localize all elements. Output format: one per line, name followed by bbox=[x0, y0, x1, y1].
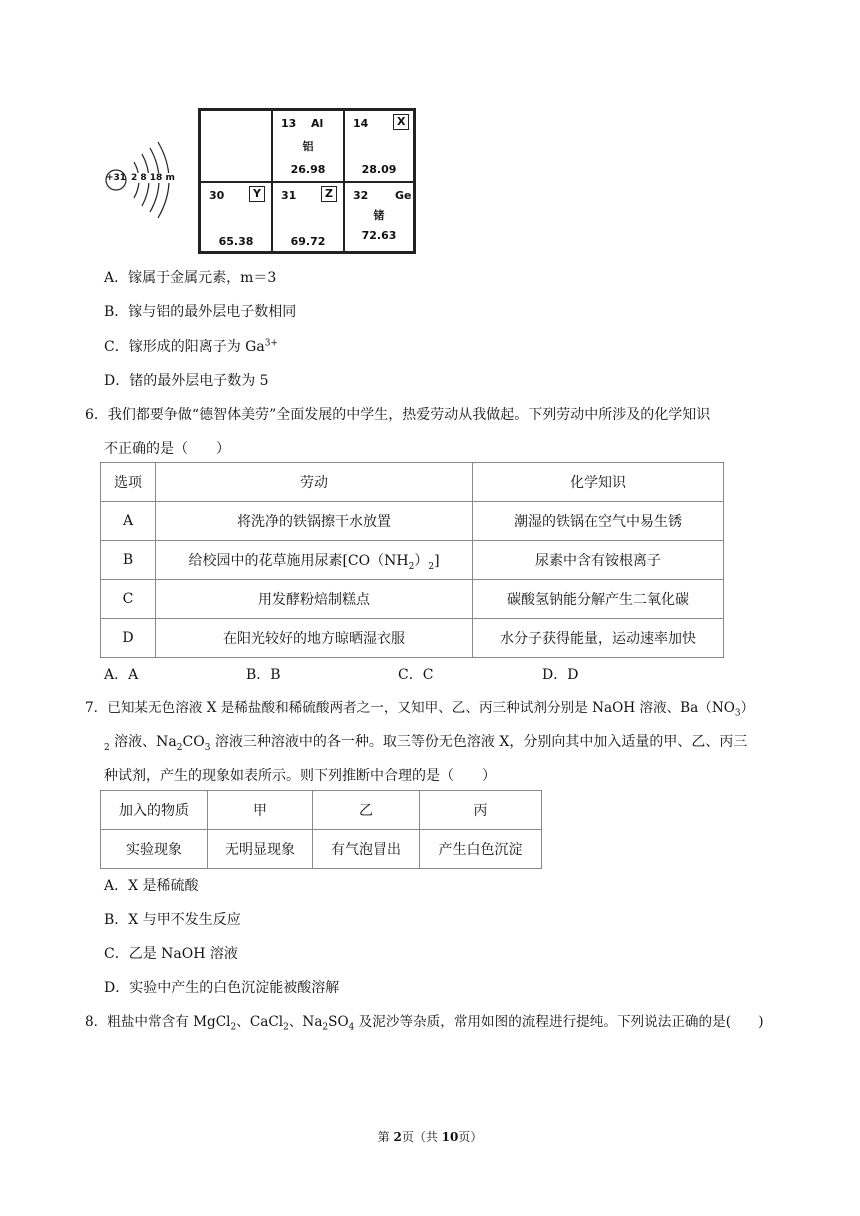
q7-option-b: B．X 与甲不发生反应 bbox=[104, 912, 241, 928]
q5-option-c: C．镓形成的阳离子为 $Ga^{3+}$ bbox=[104, 338, 278, 355]
periodic-table-fragment bbox=[198, 108, 416, 254]
q7-table bbox=[100, 790, 542, 869]
q6-table bbox=[100, 462, 724, 658]
table-row: D 在阳光较好的地方晾晒湿衣服 水分子获得能量，运动速率加快 bbox=[101, 619, 724, 658]
atom-structure-diagram bbox=[104, 140, 196, 220]
q7-option-a: A．X 是稀硫酸 bbox=[104, 878, 199, 894]
nucleus-charge: +31 bbox=[106, 173, 127, 183]
table-row: B 给校园中的花草施用尿素$[CO(NH_2)_2]$ 尿素中含有铵根离子 bbox=[101, 541, 724, 580]
electron-shells: 2 8 18 m bbox=[131, 173, 175, 183]
table-row: A 将洗净的铁锅擦干水放置 潮湿的铁锅在空气中易生锈 bbox=[101, 502, 724, 541]
cell-y: 30 Y 65.38 bbox=[200, 182, 272, 252]
q6-stem-line2: 不正确的是（ ） bbox=[104, 441, 230, 457]
q5-option-a: A．镓属于金属元素，m＝3 bbox=[104, 270, 277, 286]
table-row: 实验现象 无明显现象 有气泡冒出 产生白色沉淀 bbox=[101, 830, 542, 869]
q7-stem-line2: $_2$ 溶液、$Na_2CO_3$ 溶液三种溶液中的各一种。取三等份无色溶液 X，分别向其中加入适量的甲、乙、丙三 bbox=[104, 734, 748, 753]
q7-stem-line3: 种试剂，产生的现象如表所示。则下列推断中合理的是（ ） bbox=[104, 768, 496, 784]
cell-aluminum: 13 Al 铝 26.98 bbox=[272, 110, 344, 182]
q6-option-a: A．A bbox=[104, 667, 139, 683]
q7-option-c: C．乙是 NaOH 溶液 bbox=[104, 946, 238, 962]
page-footer: 第 2页（共 10页） bbox=[377, 1130, 483, 1144]
table-row: 选项 劳动 化学知识 bbox=[101, 463, 724, 502]
q7-stem-line1: 7．已知某无色溶液 X 是稀盐酸和稀硫酸两者之一，又知甲、乙、丙三种试剂分别是 NaOH 溶液、$Ba(NO_3)$ bbox=[85, 700, 755, 719]
empty-cell bbox=[200, 110, 272, 182]
q6-stem-line1: 6．我们都要争做“德智体美劳”全面发展的中学生，热爱劳动从我做起。下列劳动中所涉及的化学知识 bbox=[85, 407, 711, 423]
q8-stem: 8．粗盐中常含有 MgCl$_2$、CaCl$_2$、$Na_2SO_4$ 及泥沙等杂质，常用如图的流程进行提纯。下列说法正确的是( ) bbox=[85, 1014, 764, 1033]
q6-option-d: D．D bbox=[542, 667, 579, 683]
q5-option-d: D．锗的最外层电子数为 5 bbox=[104, 373, 269, 389]
q7-option-d: D．实验中产生的白色沉淀能被酸溶解 bbox=[104, 980, 340, 996]
table-row: 加入的物质 甲 乙 丙 bbox=[101, 791, 542, 830]
cell-z: 31 Z 69.72 bbox=[272, 182, 344, 252]
q6-option-b: B．B bbox=[246, 667, 281, 683]
table-row: C 用发酵粉焙制糕点 碳酸氢钠能分解产生二氧化碳 bbox=[101, 580, 724, 619]
cell-germanium: 32 Ge 锗 72.63 bbox=[344, 182, 414, 252]
q6-option-c: C．C bbox=[398, 667, 434, 683]
q5-option-b: B．镓与铝的最外层电子数相同 bbox=[104, 304, 297, 320]
cell-x: 14 X 28.09 bbox=[344, 110, 414, 182]
